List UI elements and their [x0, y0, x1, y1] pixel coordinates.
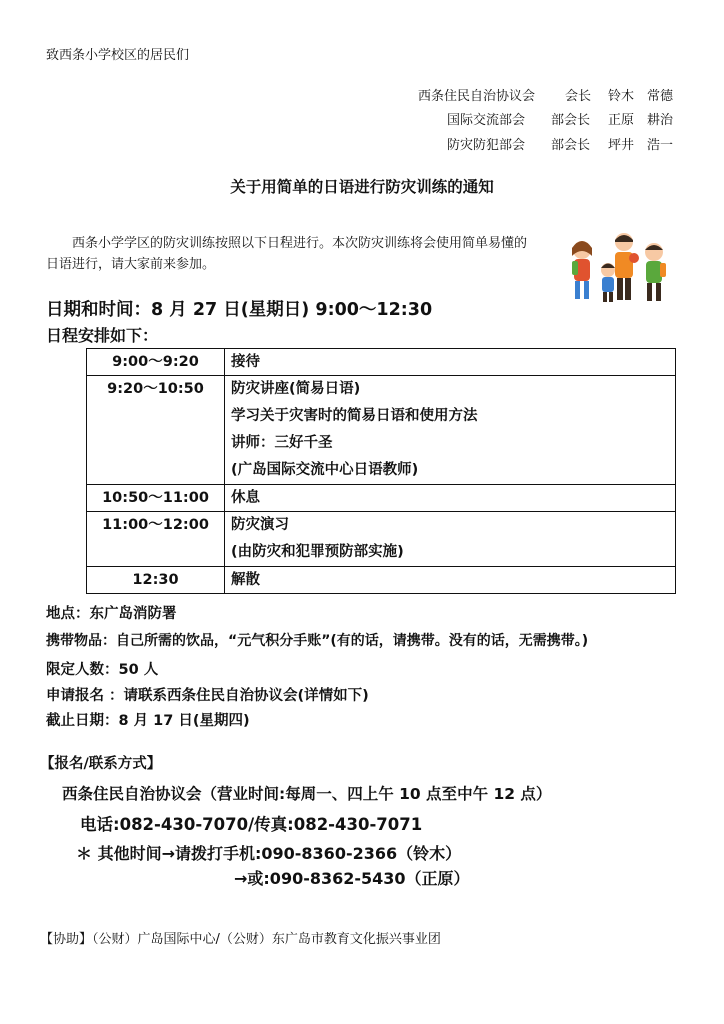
sender-name-2: 正原 耕治: [608, 113, 674, 128]
application: 申请报名 ：请联系西条住民自治协议会(详情如下): [46, 688, 369, 704]
schedule-activity: 休息: [225, 485, 676, 512]
table-row: [87, 376, 676, 485]
intro-paragraph: [46, 233, 536, 275]
contact-other-time: ＊ 其他时间→请拨打手机:090-8360-2366（铃木）: [76, 844, 462, 863]
contact-phone: 电话:082-430-7070/传真:082-430-7071: [80, 815, 423, 834]
capacity: 限定人数：50 人: [46, 662, 159, 678]
schedule-table: [86, 348, 676, 594]
sender-name-1: 铃木 常德: [608, 89, 674, 104]
table-row: [87, 349, 676, 376]
schedule-time: 9:20～10:50: [87, 376, 225, 485]
family-illustration-icon: [562, 228, 677, 308]
event-datetime: 日期和时间：8 月 27 日(星期日) 9:00～12:30: [46, 300, 433, 320]
items-to-bring: 携带物品：自己所需的饮品，“元气积分手账”(有的话，请携带。没有的话，无需携带。): [46, 633, 589, 649]
table-row: [87, 567, 676, 594]
sender-role-3: 部会长: [551, 138, 591, 153]
sender-role-1: 会长: [565, 89, 592, 104]
sender-name-3: 坪井 浩一: [608, 138, 674, 153]
cooperation: 【协助】（公财）广岛国际中心/（公财）东广岛市教育文化振兴事业团: [40, 932, 441, 947]
recipient: 致西条小学校区的居民们: [46, 48, 190, 63]
location: 地点：东广岛消防署: [46, 606, 177, 622]
schedule-time: 11:00～12:00: [87, 512, 225, 567]
sender-org-3: 防灾防犯部会: [447, 138, 526, 153]
contact-office: 西条住民自治协议会（营业时间:每周一、四上午 10 点至中午 12 点）: [62, 785, 552, 803]
schedule-time: 10:50～11:00: [87, 485, 225, 512]
notice-title: 关于用简单的日语进行防灾训练的通知: [230, 178, 494, 196]
schedule-activity: 解散: [225, 567, 676, 594]
contact-heading: 【报名/联系方式】: [40, 756, 162, 772]
sender-role-2: 部会长: [551, 113, 591, 128]
table-row: [87, 512, 676, 567]
intro-text: 西条小学学区的防灾训练按照以下日程进行。本次防灾训练将会使用简单易懂的日语进行，请大家前来参加。: [46, 236, 528, 272]
table-row: [87, 485, 676, 512]
schedule-activity: 接待: [225, 349, 676, 376]
schedule-heading: 日程安排如下：: [46, 326, 159, 345]
deadline: 截止日期：8 月 17 日(星期四): [46, 713, 250, 729]
sender-org-1: 西条住民自治协议会: [418, 89, 536, 104]
schedule-time: 12:30: [87, 567, 225, 594]
sender-org-2: 国际交流部会: [447, 113, 526, 128]
schedule-activity: 防灾演习 (由防灾和犯罪预防部实施): [225, 512, 676, 567]
schedule-time: 9:00～9:20: [87, 349, 225, 376]
contact-other-time-alt: →或:090-8362-5430（正原）: [234, 869, 470, 888]
schedule-activity: 防灾讲座(简易日语) 学习关于灾害时的简易日语和使用方法 讲师：三好千圣 (广岛国际交流中心日语教师): [225, 376, 676, 485]
